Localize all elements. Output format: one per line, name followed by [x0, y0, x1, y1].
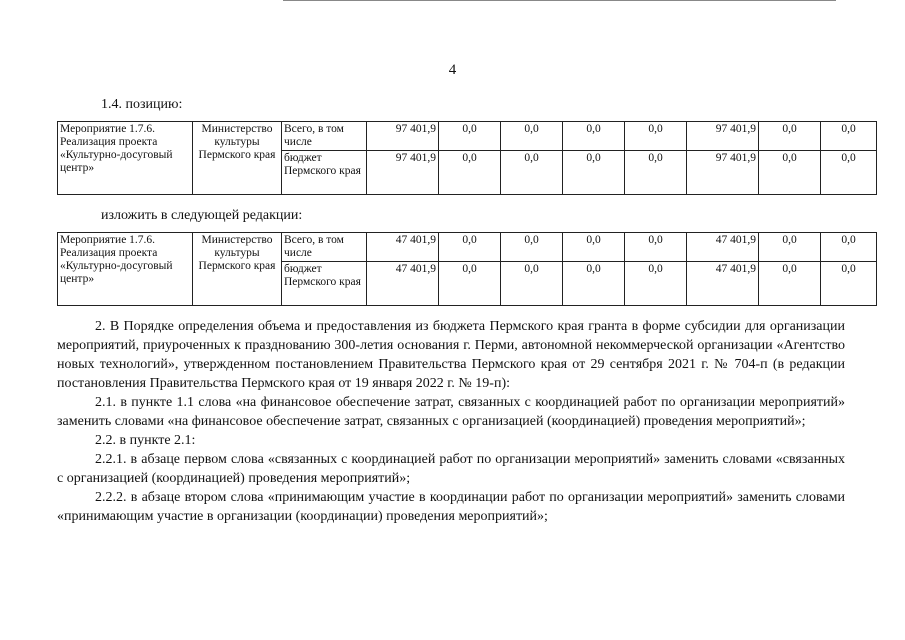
value-cell: 0,0: [501, 233, 563, 262]
value-cell: 0,0: [759, 262, 821, 306]
table-row: [58, 233, 877, 262]
value-cell: 47 401,9: [687, 233, 759, 262]
table-row: [58, 122, 877, 151]
paragraph-2-1: 2.1. в пункте 1.1 слова «на финансовое обеспечение затрат, связанных с координацией работ по организации мероприятий» заменить словами «на финансовое обеспечение затрат, связанных с организацией (координацией) проведения мероприятий»;: [57, 395, 845, 429]
value-cell: 47 401,9: [367, 262, 439, 306]
paragraph-2-2-1: 2.2.1. в абзаце первом слова «связанных с координацией работ по организации мероприятий» заменить словами «связанных с организацией (координацией) проведения мероприятий»;: [57, 452, 845, 486]
table-old-position: [57, 121, 877, 195]
value-cell: 0,0: [563, 233, 625, 262]
paragraph-2-2-2: 2.2.2. в абзаце втором слова «принимающим участие в координации работ по организации мероприятий» заменить словами «принимающим участие в организации (координации) проведения мероприятий»;: [57, 490, 845, 524]
value-cell: 97 401,9: [687, 122, 759, 151]
value-cell: 0,0: [439, 233, 501, 262]
category-cell: бюджет Пермского края: [282, 262, 367, 306]
owner-cell: Министерство культуры Пермского края: [193, 233, 282, 306]
value-cell: 0,0: [501, 122, 563, 151]
value-cell: 0,0: [821, 122, 877, 151]
top-rule: [283, 0, 836, 1]
page-number: 4: [448, 62, 457, 78]
value-cell: 0,0: [563, 262, 625, 306]
value-cell: 97 401,9: [687, 151, 759, 195]
body-text: [57, 317, 845, 526]
section-caption-position: 1.4. позицию:: [101, 97, 183, 112]
category-cell: Всего, в том числе: [282, 233, 367, 262]
value-cell: 0,0: [625, 262, 687, 306]
owner-cell: Министерство культуры Пермского края: [193, 122, 282, 195]
value-cell: 97 401,9: [367, 122, 439, 151]
value-cell: 0,0: [821, 233, 877, 262]
value-cell: 0,0: [563, 122, 625, 151]
value-cell: 0,0: [759, 233, 821, 262]
value-cell: 47 401,9: [687, 262, 759, 306]
value-cell: 0,0: [439, 122, 501, 151]
value-cell: 0,0: [625, 151, 687, 195]
paragraph-2-2: 2.2. в пункте 2.1:: [95, 433, 196, 448]
paragraph-2: 2. В Порядке определения объема и предоставления из бюджета Пермского края гранта в форме субсидии для организации мероприятий, приуроченных к празднованию 300-летия основания г. Перми, автономной некоммерческой организации «Агентство новых технологий», утвержденном постановлением Правительства Пермского края от 29 сентября 2021 г. № 704-п (в редакции постановления Правительства Пермского края от 19 января 2022 г. № 19-п):: [57, 319, 845, 391]
category-cell: Всего, в том числе: [282, 122, 367, 151]
value-cell: 0,0: [625, 233, 687, 262]
section-caption-new-wording: изложить в следующей редакции:: [101, 208, 303, 223]
value-cell: 0,0: [821, 262, 877, 306]
value-cell: 0,0: [625, 122, 687, 151]
value-cell: 0,0: [439, 151, 501, 195]
measure-name-cell: Мероприятие 1.7.6. Реализация проекта «Культурно-досуговый центр»: [58, 122, 193, 195]
category-cell: бюджет Пермского края: [282, 151, 367, 195]
value-cell: 47 401,9: [367, 233, 439, 262]
value-cell: 0,0: [759, 122, 821, 151]
table-new-position: [57, 232, 877, 306]
value-cell: 0,0: [501, 262, 563, 306]
value-cell: 97 401,9: [367, 151, 439, 195]
value-cell: 0,0: [501, 151, 563, 195]
measure-name-cell: Мероприятие 1.7.6. Реализация проекта «Культурно-досуговый центр»: [58, 233, 193, 306]
value-cell: 0,0: [821, 151, 877, 195]
value-cell: 0,0: [759, 151, 821, 195]
value-cell: 0,0: [439, 262, 501, 306]
value-cell: 0,0: [563, 151, 625, 195]
